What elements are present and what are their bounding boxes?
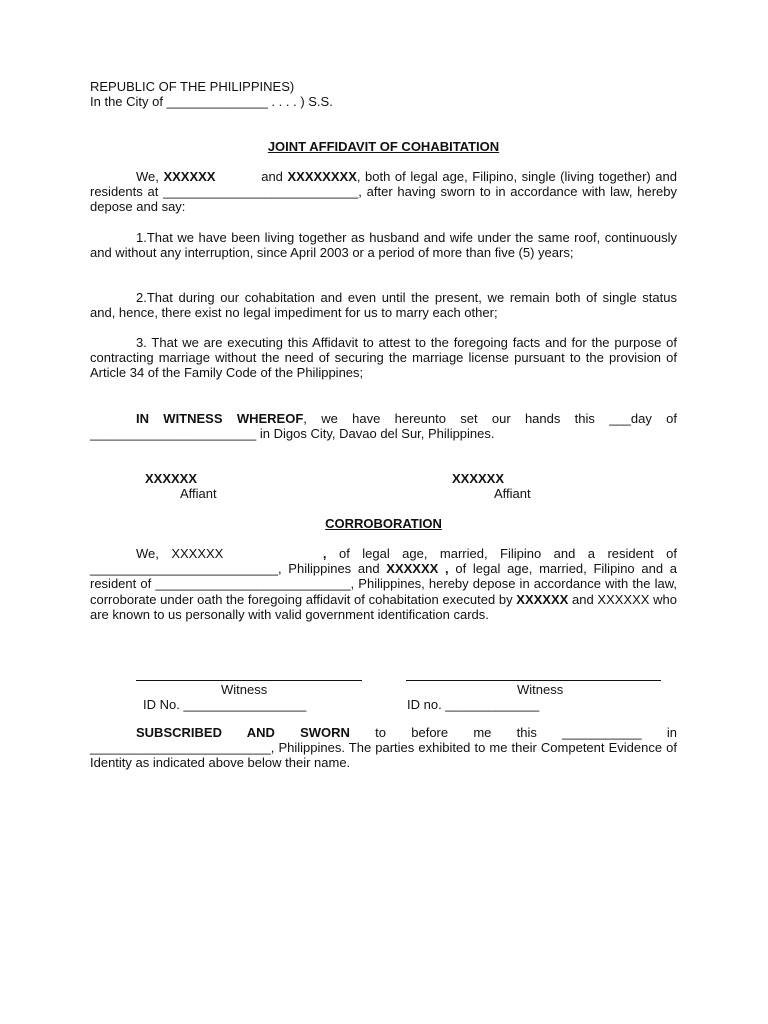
paragraph-1: 1.That we have been living together as husband and wife under the same roof, continuously and without any interruption, since April 2003 or a period of more than five (5) years;	[90, 230, 677, 261]
intro-we: We,	[136, 169, 164, 184]
corroboration-part2: of legal age, married, Filipino and a resident of ___________________________, Philippines, hereby depose in accordance with the law, corroborate under oath the foregoing affidavit of cohabitation executed by	[90, 561, 677, 607]
witness-left-label: Witness	[221, 682, 268, 697]
paragraph-2: 2.That during our cohabitation and even until the present, we remain both of single status and, hence, there exist no legal impediment for us to marry each other;	[90, 290, 677, 321]
affiant-left-name	[145, 471, 197, 486]
paragraph-3: 3. That we are executing this Affidavit to attest to the foregoing facts and for the purpose of contracting marriage without the need of securing the marriage license pursuant to the provision of Article 34 of the Family Code of the Philippines;	[90, 335, 677, 381]
witness-right-label: Witness	[517, 682, 564, 697]
document-title	[90, 139, 677, 154]
witness-right-signature-line	[406, 680, 661, 681]
corroboration-affiant-name: XXXXXX	[516, 591, 569, 607]
intro-paragraph	[90, 169, 677, 215]
corroboration-title-text: CORROBORATION	[325, 516, 442, 531]
affiant-left-name-text: XXXXXX	[145, 471, 198, 486]
corroboration-title	[90, 516, 677, 531]
witness-left-id: ID No. _________________	[143, 697, 307, 712]
subscribed-paragraph	[90, 725, 677, 771]
witness-left-signature-line	[136, 680, 362, 681]
subscribed-rest: to before me this ___________ in _________________________, Philippines. The parties exhibited to me their Competent Evidence of Identity as indicated above below their name.	[90, 725, 677, 771]
witness-right-id: ID no. _____________	[407, 697, 540, 712]
intro-rest: , both of legal age, Filipino, single (living together) and residents at ___________________________, after having sworn to in accordance with law, hereby depose and say:	[90, 169, 678, 215]
subscribed-label: SUBSCRIBED AND SWORN	[136, 725, 350, 740]
witness-whereof-paragraph	[90, 411, 677, 441]
affiant-left-label: Affiant	[180, 486, 217, 501]
venue-header	[90, 79, 677, 109]
corroboration-part1: of legal age, married, Filipino and a resident of __________________________, Philippines and	[90, 546, 677, 577]
affiant-right-name-text: XXXXXX	[452, 471, 505, 486]
corroboration-part3: and XXXXXX who are known to us personally with valid government identification cards.	[90, 591, 677, 622]
venue-republic: REPUBLIC OF THE PHILIPPINES)	[90, 79, 295, 94]
corroboration-we: We, XXXXXX	[136, 546, 323, 561]
witness-whereof-rest: , we have hereunto set our hands this ___day of _______________________ in Digos City, Davao del Sur, Philippines.	[90, 411, 678, 442]
affiant-right-label: Affiant	[494, 486, 531, 501]
corroboration-comma: ,	[322, 546, 327, 561]
witness-whereof-label: IN WITNESS WHEREOF	[136, 411, 304, 426]
corroborator-name: XXXXXX ,	[386, 561, 449, 577]
affiant-right-name	[452, 471, 504, 486]
venue-city: In the City of ______________ . . . . ) S.S.	[90, 94, 333, 110]
intro-and: and	[215, 169, 288, 184]
affiant-name-1: XXXXXX	[163, 169, 216, 184]
affiant-name-2: XXXXXXXX	[287, 169, 357, 184]
document-title-text: JOINT AFFIDAVIT OF COHABITATION	[267, 139, 500, 154]
corroboration-paragraph	[90, 546, 677, 622]
